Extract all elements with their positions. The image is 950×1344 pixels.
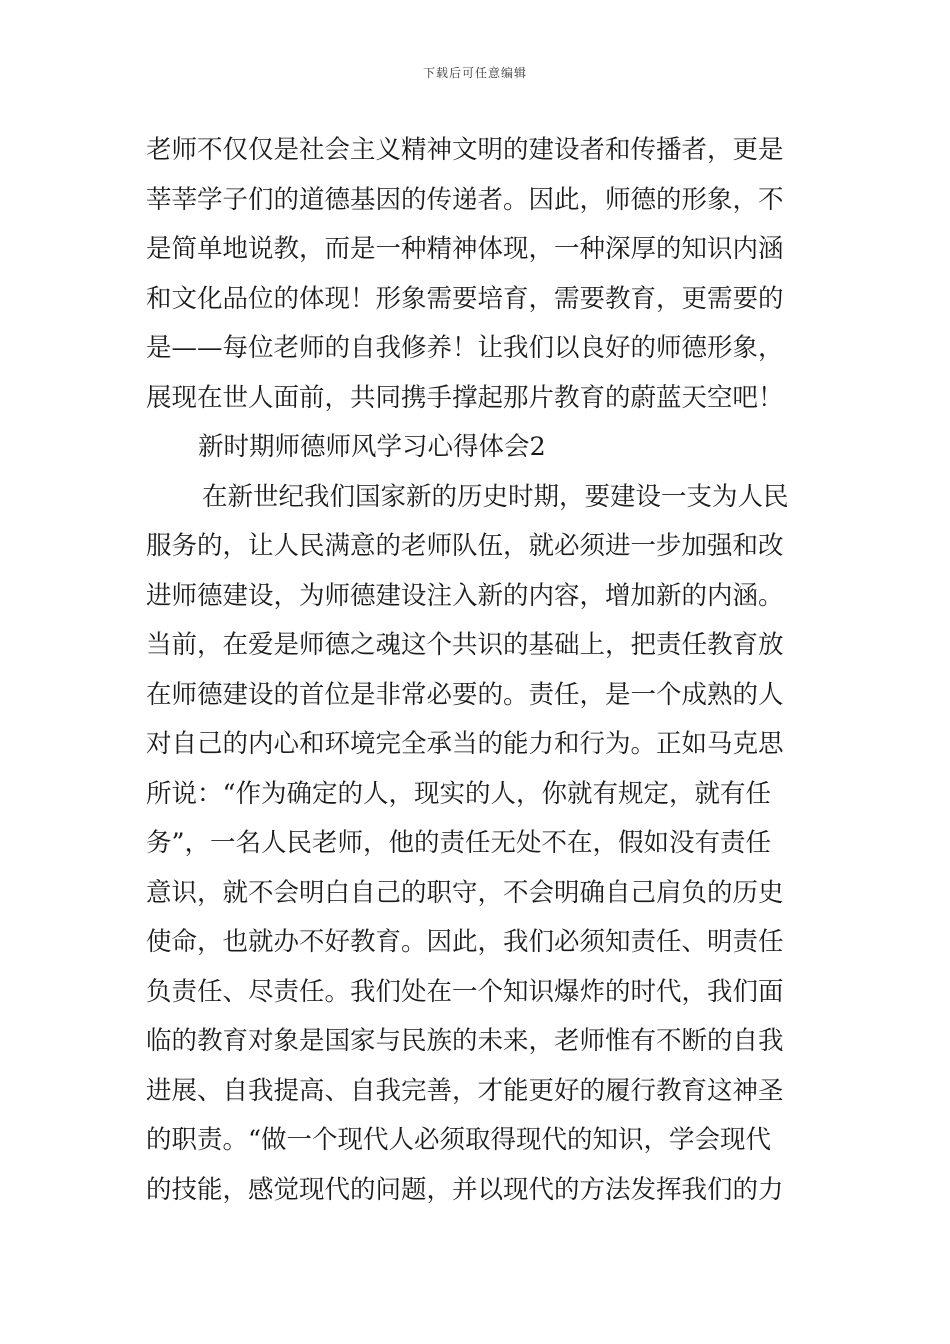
paragraph-line: 在新世纪我们国家新的历史时期，要建设一支为人民 — [202, 481, 789, 512]
paragraph-line: 展现在世人面前，共同携手撑起那片教育的蔚蓝天空吧！ — [146, 382, 784, 413]
paragraph-line: 的技能，感觉现代的问题，并以现代的方法发挥我们的力 — [146, 1174, 784, 1205]
section-heading: 新时期师德师风学习心得体会2 — [198, 432, 546, 462]
paragraph-line: 负责任、尽责任。我们处在一个知识爆炸的时代，我们面 — [146, 976, 784, 1007]
paragraph-line: 意识，就不会明白自己的职守，不会明确自己肩负的历史 — [146, 877, 784, 908]
header-note: 下载后可任意编辑 — [422, 66, 527, 80]
paragraph-line: 对自己的内心和环境完全承当的能力和行为。正如马克思 — [146, 729, 784, 759]
paragraph-line: 老师不仅仅是社会主义精神文明的建设者和传播者，更是 — [146, 135, 784, 165]
paragraph-line: 当前，在爱是师德之魂这个共识的基础上，把责任教育放 — [146, 630, 784, 660]
paragraph-line: 的职责。“做一个现代人必须取得现代的知识，学会现代 — [146, 1125, 772, 1155]
paragraph-line: 服务的，让人民满意的老师队伍，就必须进一步加强和改 — [146, 531, 784, 561]
paragraph-line: 务”，一名人民老师，他的责任无处不在，假如没有责任 — [146, 828, 772, 858]
paragraph-line: 临的教育对象是国家与民族的未来，老师惟有不断的自我 — [146, 1026, 784, 1056]
paragraph-line: 莘莘学子们的道德基因的传递者。因此，师德的形象，不 — [146, 184, 784, 215]
paragraph-line: 在师德建设的首位是非常必要的。责任，是一个成熟的人 — [146, 679, 784, 710]
paragraph-line: 是——每位老师的自我修养！让我们以良好的师德形象， — [146, 333, 784, 363]
paragraph-line: 进展、自我提高、自我完善，才能更好的履行教育这神圣 — [146, 1075, 784, 1106]
document-body — [146, 126, 806, 1215]
paragraph-line: 使命，也就办不好教育。因此，我们必须知责任、明责任 — [146, 927, 784, 957]
paragraph-line: 和文化品位的体现！形象需要培育，需要教育，更需要的 — [146, 283, 784, 314]
paragraph-line: 是简单地说教，而是一种精神体现，一种深厚的知识内涵 — [146, 234, 784, 264]
paragraph-line: 所说：“作为确定的人，现实的人，你就有规定，就有任 — [146, 778, 772, 809]
paragraph-line: 进师德建设，为师德建设注入新的内容，增加新的内涵。 — [146, 580, 784, 611]
